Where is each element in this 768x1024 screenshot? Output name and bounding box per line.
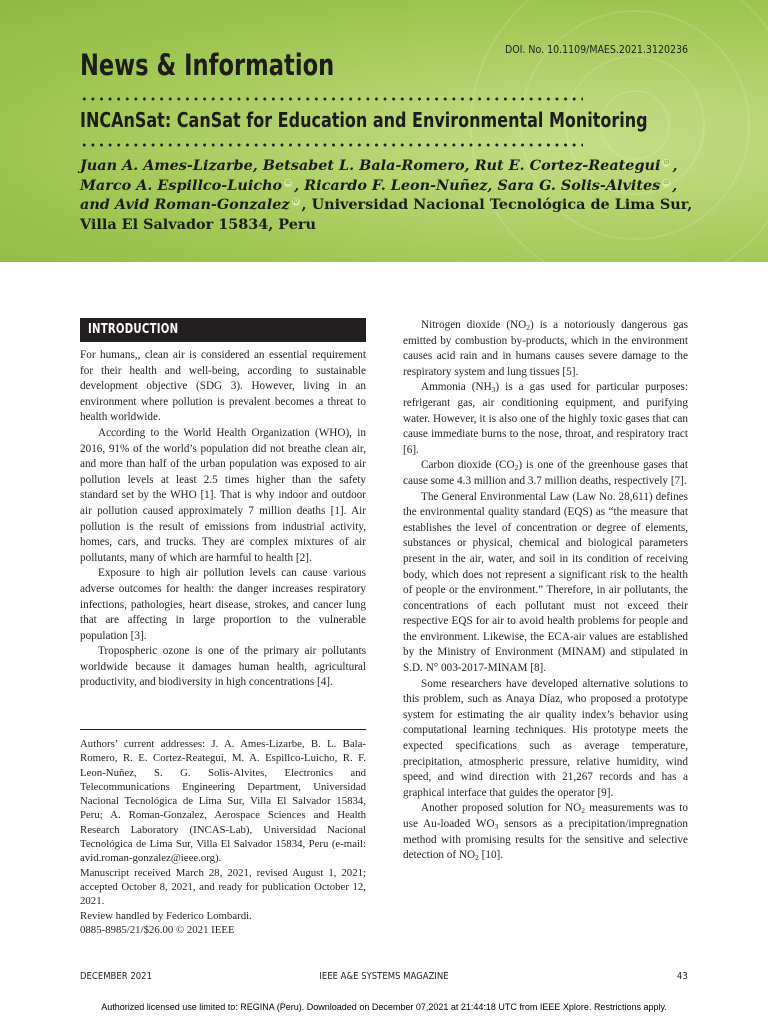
orcid-icon[interactable]: iD — [663, 179, 670, 186]
footer-date: DECEMBER 2021 — [80, 971, 152, 982]
orcid-icon[interactable]: iD — [663, 160, 670, 167]
right-column — [403, 318, 688, 864]
paragraph-research: Some researchers have developed alternative solutions to this problem, such as Anaya Díaz, who proposed a prototype system for estimating the air quality index’s behavior using computational learning techniques. His prototype meets the expected specifications such as average temperature, precipitation, atmospheric pressure, relative humidity, wind speed, and wind direction with 21,267 records and has a graphical interface that guides the operator [9]. — [403, 677, 688, 799]
author-names-1: Juan A. Ames-Lizarbe, Betsabet L. Bala-Romero, Rut E. Cortez-Reategui — [80, 157, 661, 174]
manuscript-dates: Manuscript received March 28, 2021, revised August 1, 2021; accepted October 8, 2021, and ready for publication October 12, 2021. — [80, 866, 366, 908]
section-heading-bar — [80, 318, 366, 342]
paragraph-nh3: Ammonia $(NH_3)$ is a gas used for particular purposes: refrigerant gas, air conditioning equipment, and purifying water. However, it is also one of the highly toxic gases that can cause immediate burns to the nose, throat, and respiratory tract [6]. — [403, 381, 688, 456]
author-addresses: Authors’ current addresses: J. A. Ames-Lizarbe, B. L. Bala-Romero, R. E. Cortez-Reategui, M. A. Espillco-Luicho, R. F. Leon-Nuñez, S. G. Solis-Alvites, Electronics and Telecommunications Engineering Department, Universidad Nacional Tecnológica de Lima Sur, Villa El Salvador 15834, Peru; A. Roman-Gonzalez, Aerospace Sciences and Health Research Laboratory (INCAS-Lab), Universidad Nacional Tecnológica de Lima Sur, Villa El Salvador 15834, Peru (e-mail: avid.roman-gonzalez@ieee.org). — [80, 738, 366, 865]
article-title: INCAnSat: CanSat for Education and Environmental Monitoring — [80, 108, 648, 132]
paragraph-law: The General Environmental Law (Law No. 28,611) defines the environmental quality standard (EQS) as “the measure that establishes the level of concentration or degree of elements, substances or physical, chemical and biological parameters present in the air, water, and soil in its condition of receiving body, which does not represent a significant risk to the health of people or the environment.” Therefore, in air pollutants, the concentrations of each pollutant must not exceed their respective EQS for air to avoid health problems for people and the environment. Likewise, the ECA-air values are established by the Ministry of Environment (MINAM) and stipulated in S.D. N° 003-2017-MINAM [8]. — [403, 490, 688, 675]
footnote-divider — [80, 729, 366, 730]
dotted-divider — [80, 96, 583, 102]
license-notice: Authorized licensed use limited to: REGINA (Peru). Downloaded on December 07,2021 at 21:44:18 UTC from IEEE Xplore. Restrictions apply. — [101, 1002, 667, 1012]
paragraph: For humans,, clean air is considered an essential requirement for their health and well-being, according to sustainable development objective (SDG 3). However, living in an environment where pollution is prevalent becomes a threat to health worldwide. — [80, 349, 366, 424]
section-title: News & Information — [80, 48, 335, 82]
page-number: 43 — [677, 971, 688, 982]
paragraph: Tropospheric ozone is one of the primary air pollutants worldwide because it damages human health, agricultural productivity, and biodiversity in high concentrations [4]. — [80, 645, 366, 689]
header-banner — [0, 0, 768, 262]
left-column — [80, 348, 366, 691]
paragraph-sensors: Another proposed solution for $NO_2$ measurements was to use Au-loaded $WO_3$ sensors as a precipitation/impregnation method with promising results for the sensitive and selective detection of $NO_2$ [10]. — [403, 802, 688, 863]
paragraph-no2: Nitrogen dioxide $(NO_2)$ is a notoriously dangerous gas emitted by combustion by-products, which in the environment causes acid rain and in humans causes severe damage to the respiratory system and lung tissues [5]. — [403, 319, 688, 378]
orcid-icon[interactable]: iD — [285, 179, 292, 186]
review-note: Review handled by Federico Lombardi. — [80, 909, 252, 922]
author-names-2b: , Ricardo F. Leon-Nuñez, Sara G. Solis-Alvites — [294, 176, 661, 194]
section-heading: INTRODUCTION — [88, 322, 179, 337]
paragraph: According to the World Health Organization (WHO), in 2016, 91% of the world’s population did not breathe clean air, and more than half of the urban population was exposed to air pollution levels at least 2.5 times higher than the safety standard set by the WHO [1]. That is why indoor and outdoor air pollution caused approximately 7 million deaths [1]. Air pollution is the result of emissions from industrial activity, homes, cars, and trucks. They are complex mixtures of air pollutants, many of which are harmful to health [2]. — [80, 426, 366, 564]
author-list: Juan A. Ames-Lizarbe, Betsabet L. Bala-Romero, Rut E. Cortez-Reategui iD , Marco A. Espillco-Luicho iD , Ricardo F. Leon-Nuñez, Sara G. Solis-Alvites iD , and Avid Roman-Gonzalez iD , Universidad Nacional Tecnológica de Lima Sur, Villa El Salvador 15834, Peru — [80, 157, 693, 233]
paragraph: Exposure to high air pollution levels can cause various adverse outcomes for health: the danger increases respiratory infections, pathologies, heart disease, strokes, and cancer lung that are affecting in large proportion to the vulnerable population [3]. — [80, 567, 366, 642]
author-names-2a: Marco A. Espillco-Luicho — [80, 176, 283, 194]
orcid-icon[interactable]: iD — [292, 199, 299, 206]
author-footnote — [80, 737, 366, 937]
copyright: 0885-8985/21/$26.00 © 2021 IEEE — [80, 923, 235, 936]
paragraph-co2: Carbon dioxide $(CO_2)$ is one of the greenhouse gases that cause some 4.3 million and 3.7 million deaths, respectively [7]. — [403, 459, 689, 487]
dotted-divider — [80, 142, 583, 148]
author-names-3: and Avid Roman-Gonzalez — [80, 196, 290, 213]
footer-magazine: IEEE A&E SYSTEMS MAGAZINE — [319, 971, 449, 982]
doi: DOI. No. 10.1109/MAES.2021.3120236 — [504, 44, 688, 56]
affiliation: Universidad Nacional Tecnológica de Lima Sur, Villa El Salvador 15834, Peru — [80, 196, 693, 233]
